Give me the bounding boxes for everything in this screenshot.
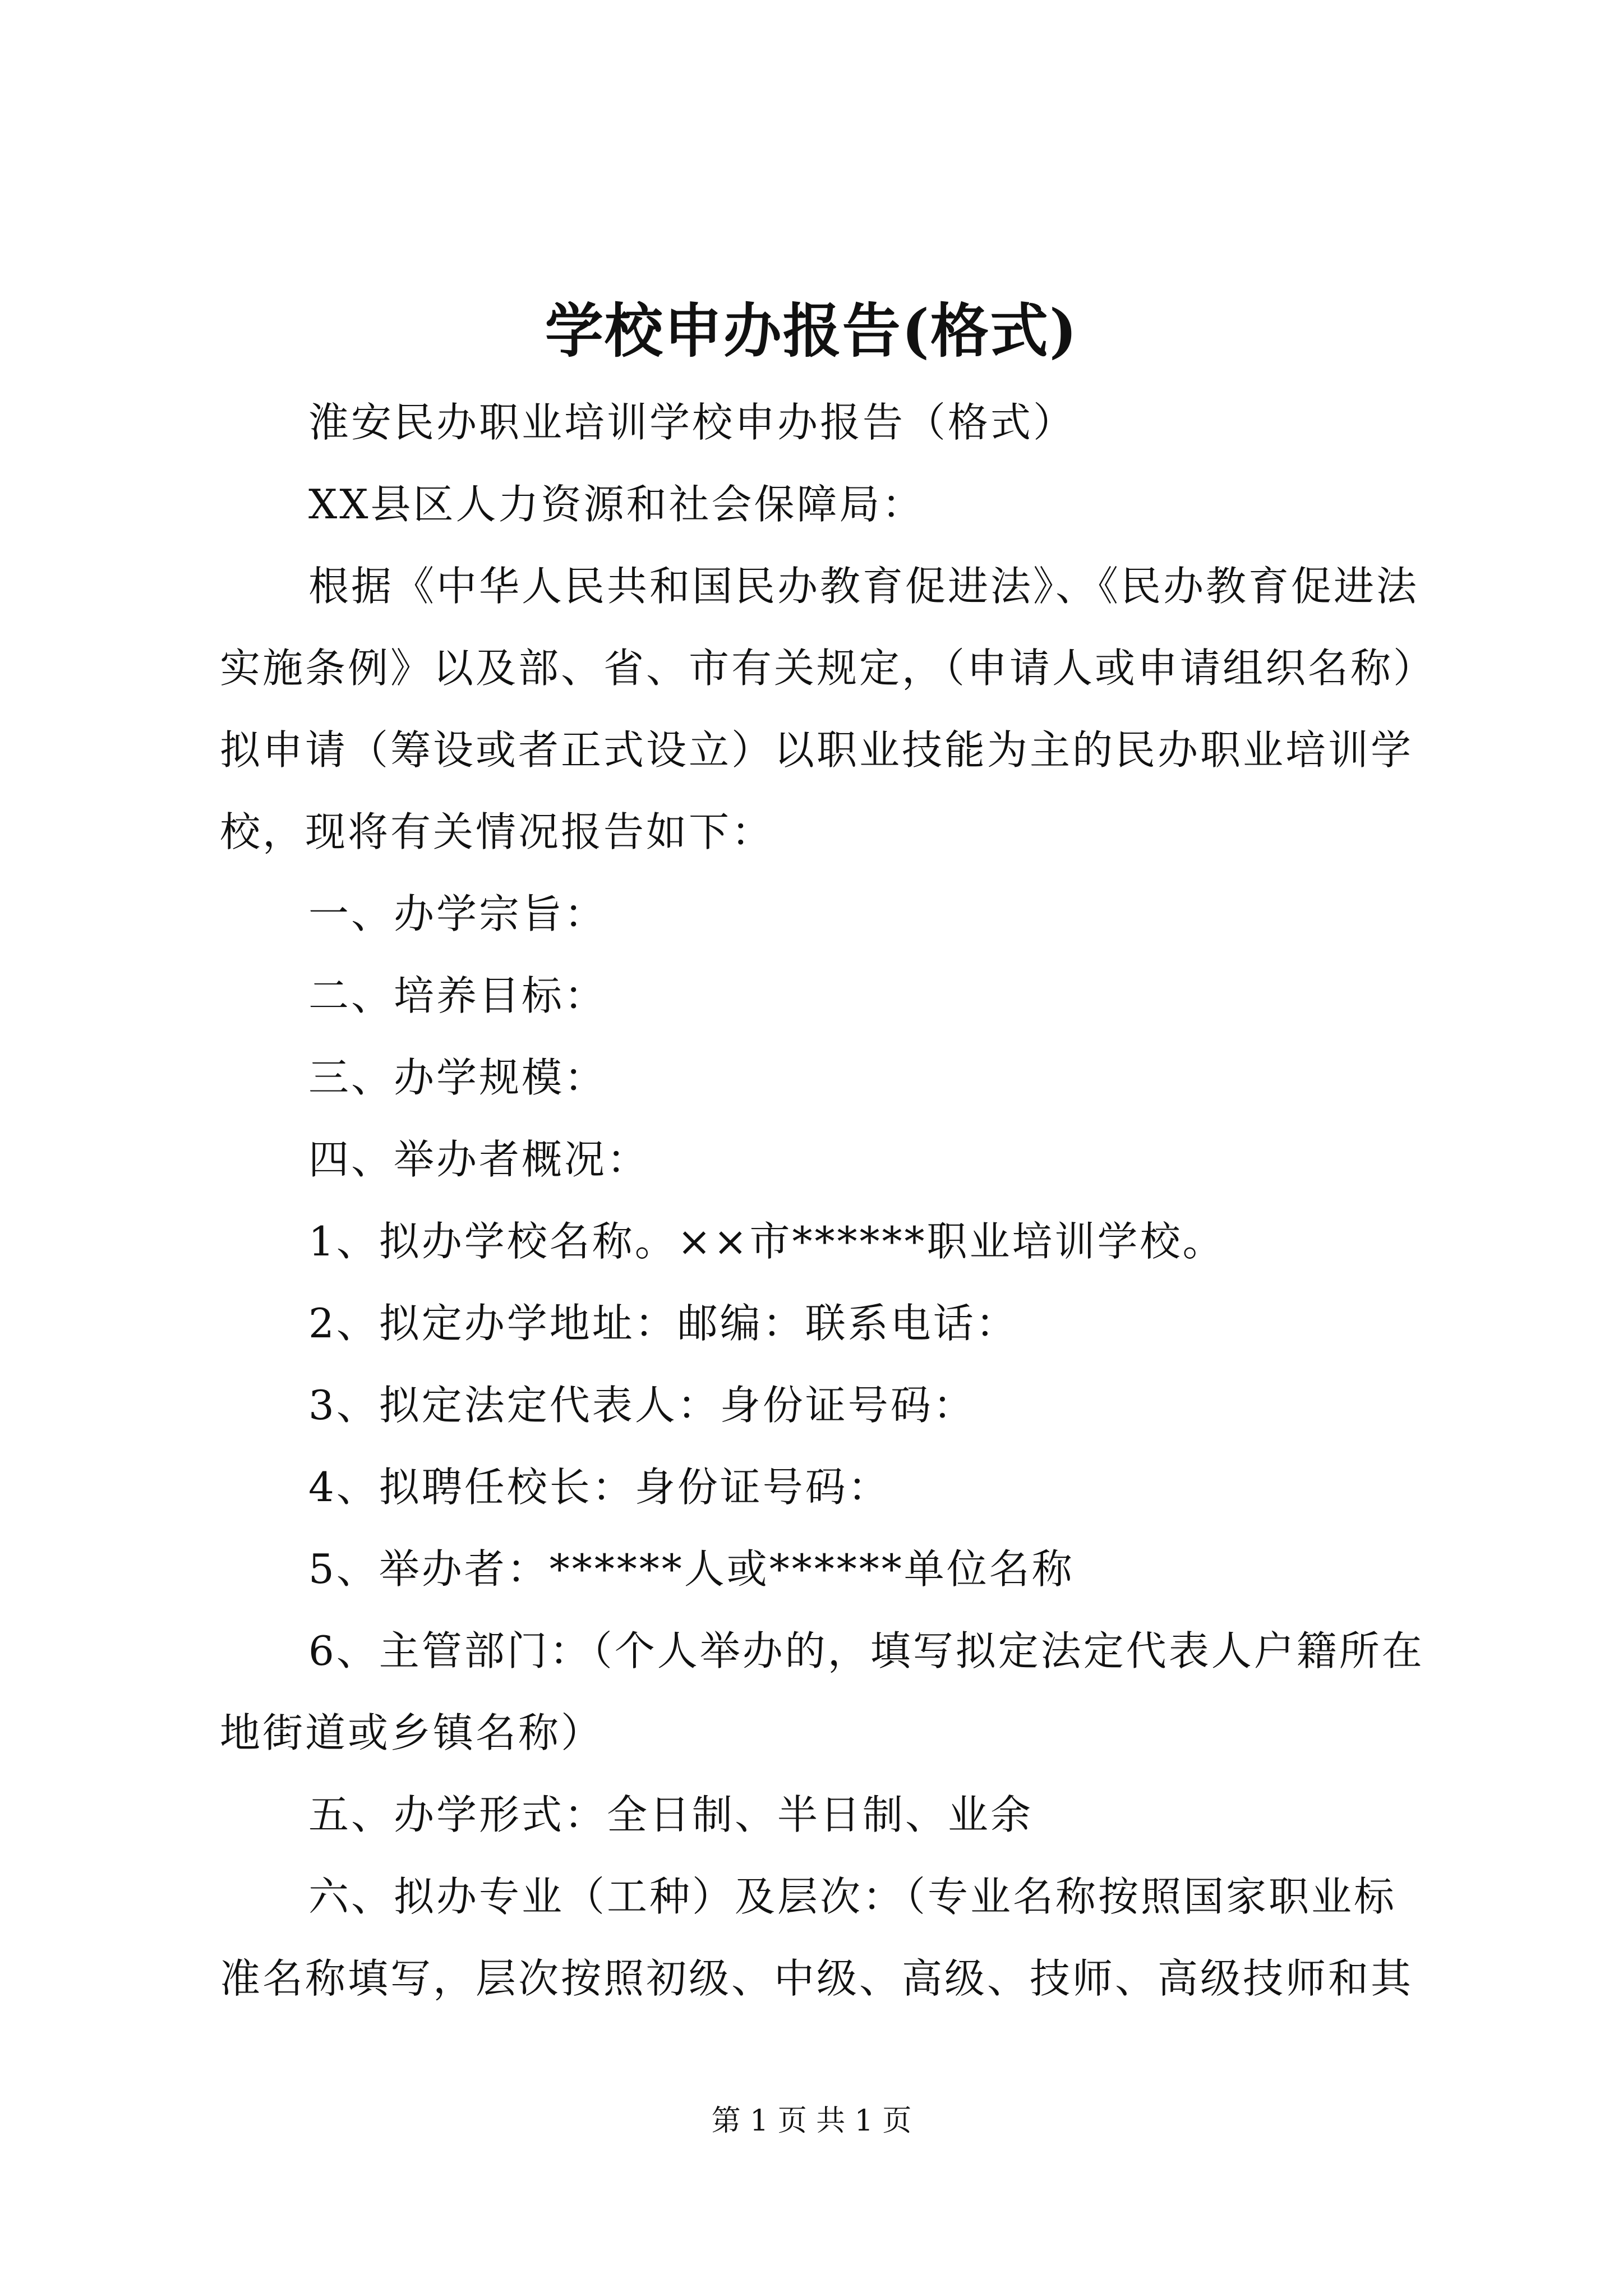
section-heading: 二、培养目标：: [308, 972, 607, 1019]
section-heading: 六、拟办专业（工种）及层次：（专业名称按照国家职业标: [308, 1873, 1397, 1920]
page-footer: 第 1 页 共 1 页: [711, 2104, 912, 2138]
section-heading: 一、办学宗旨：: [308, 890, 607, 937]
section-heading: 四、举办者概况：: [308, 1136, 650, 1183]
paragraph-addressee: XX县区人力资源和社会保障局：: [308, 481, 925, 528]
list-item: 2、拟定办学地址：邮编：联系电话：: [308, 1300, 1018, 1347]
section-heading: 五、办学形式：全日制、半日制、业余: [308, 1791, 1034, 1838]
list-item: 4、拟聘任校长：身份证号码：: [308, 1464, 891, 1511]
section-heading: 三、办学规模：: [308, 1054, 607, 1101]
paragraph-line: 拟申请（筹设或者正式设立）以职业技能为主的民办职业培训学: [220, 726, 1414, 774]
list-item: 1、拟办学校名称。××市******职业培训学校。: [308, 1218, 1225, 1265]
paragraph-line: 根据《中华人民共和国民办教育促进法》、《民办教育促进法: [308, 563, 1419, 610]
paragraph-line: 实施条例》以及部、省、市有关规定，（申请人或申请组织名称）: [220, 645, 1436, 692]
paragraph-subtitle: 淮安民办职业培训学校申办报告（格式）: [308, 399, 1076, 446]
list-item: 6、主管部门：（个人举办的，填写拟定法定代表人户籍所在: [308, 1627, 1424, 1674]
paragraph-line: 地街道或乡镇名称）: [220, 1709, 604, 1756]
paragraph-line: 准名称填写，层次按照初级、中级、高级、技师、高级技师和其: [220, 1955, 1414, 2002]
list-item: 5、举办者：******人或******单位名称: [308, 1545, 1075, 1593]
paragraph-line: 校，现将有关情况报告如下：: [220, 808, 774, 855]
list-item: 3、拟定法定代表人：身份证号码：: [308, 1382, 976, 1429]
document-title: 学校申办报告(格式): [545, 296, 1078, 365]
document-body: [220, 381, 1436, 2019]
